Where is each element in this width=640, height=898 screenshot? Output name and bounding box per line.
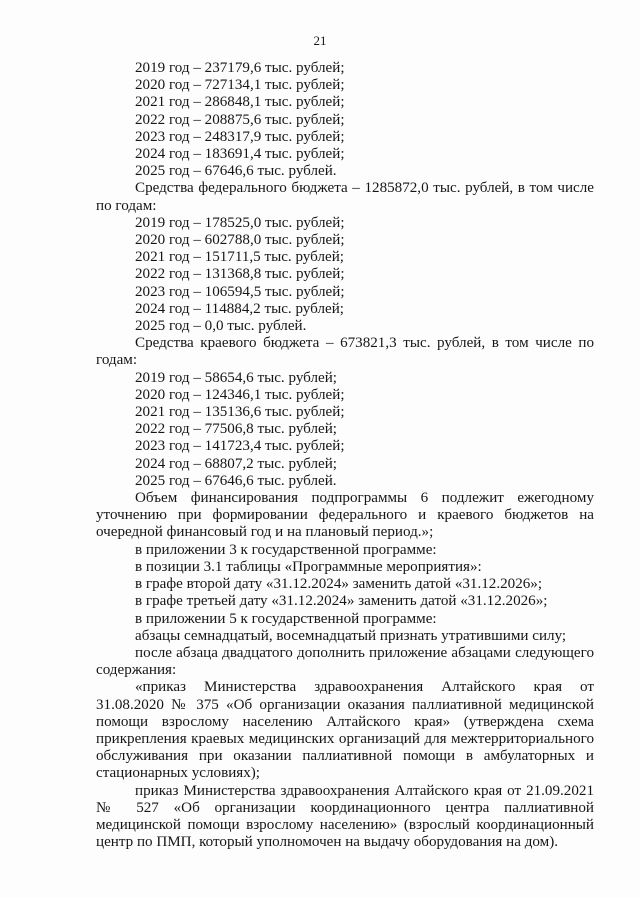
text-line: 2025 год – 67646,6 тыс. рублей.: [135, 163, 337, 180]
text-line: абзацы семнадцатый, восемнадцатый признать утратившими силу;: [135, 627, 567, 644]
text-line: 2023 год – 106594,5 тыс. рублей;: [135, 283, 345, 300]
text-line: 2025 год – 0,0 тыс. рублей.: [135, 318, 307, 335]
text-line: 2021 год – 135136,6 тыс. рублей;: [135, 404, 345, 421]
text-line: 2023 год – 248317,9 тыс. рублей;: [135, 128, 345, 145]
paragraph: Объем финансирования подпрограммы 6 подлежит ежегодному уточнению при формировании федерального и краевого бюджетов на очередной финансовый год и на плановый период.»;: [96, 490, 594, 541]
text-line: 2024 год – 68807,2 тыс. рублей;: [135, 455, 337, 472]
text-line: 2024 год – 183691,4 тыс. рублей;: [135, 146, 345, 163]
text-line: 2021 год – 286848,1 тыс. рублей;: [135, 94, 345, 111]
paragraph: Средства федерального бюджета – 1285872,0 тыс. рублей, в том числе по годам:: [96, 180, 594, 214]
text-line: в приложении 3 к государственной программе:: [135, 541, 437, 558]
text-line: 2020 год – 124346,1 тыс. рублей;: [135, 386, 345, 403]
text-line: 2021 год – 151711,5 тыс. рублей;: [135, 249, 344, 266]
text-line: 2023 год – 141723,4 тыс. рублей;: [135, 438, 345, 455]
text-line: 2024 год – 114884,2 тыс. рублей;: [135, 300, 344, 317]
text-line: в приложении 5 к государственной программе:: [135, 610, 437, 627]
text-line: 2019 год – 58654,6 тыс. рублей;: [135, 369, 337, 386]
text-line: в графе второй дату «31.12.2024» заменить датой «31.12.2026»;: [135, 576, 543, 593]
text-line: 2020 год – 727134,1 тыс. рублей;: [135, 77, 345, 94]
paragraph: после абзаца двадцатого дополнить приложение абзацами следующего содержания:: [96, 644, 594, 679]
text-line: 2022 год – 208875,6 тыс. рублей;: [135, 111, 345, 128]
text-line: 2019 год – 178525,0 тыс. рублей;: [135, 214, 345, 231]
text-line: в графе третьей дату «31.12.2024» заменить датой «31.12.2026»;: [135, 593, 548, 610]
text-line: 2020 год – 602788,0 тыс. рублей;: [135, 232, 345, 249]
document-body: [96, 60, 594, 851]
text-line: в позиции 3.1 таблицы «Программные мероприятия»:: [135, 558, 482, 575]
paragraph: приказ Министерства здравоохранения Алтайского края от 21.09.2021 № 527 «Об организации координационного центра паллиативной медицинской помощи взрослому населению» (взрослый координационный центр по ПМП, который уполномочен на выдачу оборудования на дом).: [96, 782, 594, 851]
text-line: 2019 год – 237179,6 тыс. рублей;: [135, 60, 345, 76]
page-number: 21: [313, 33, 327, 48]
text-line: 2025 год – 67646,6 тыс. рублей.: [135, 472, 337, 489]
paragraph: «приказ Министерства здравоохранения Алтайского края от 31.08.2020 № 375 «Об организации оказания паллиативной медицинской помощи взрослому населению Алтайского края» (утверждена схема прикрепления краевых медицинских организаций для межтерриториального обслуживания при оказании паллиативной помощи в амбулаторных и стационарных условиях);: [96, 679, 594, 782]
text-line: 2022 год – 131368,8 тыс. рублей;: [135, 266, 345, 283]
paragraph: Средства краевого бюджета – 673821,3 тыс. рублей, в том числе по годам:: [96, 335, 594, 369]
text-line: 2022 год – 77506,8 тыс. рублей;: [135, 421, 337, 438]
